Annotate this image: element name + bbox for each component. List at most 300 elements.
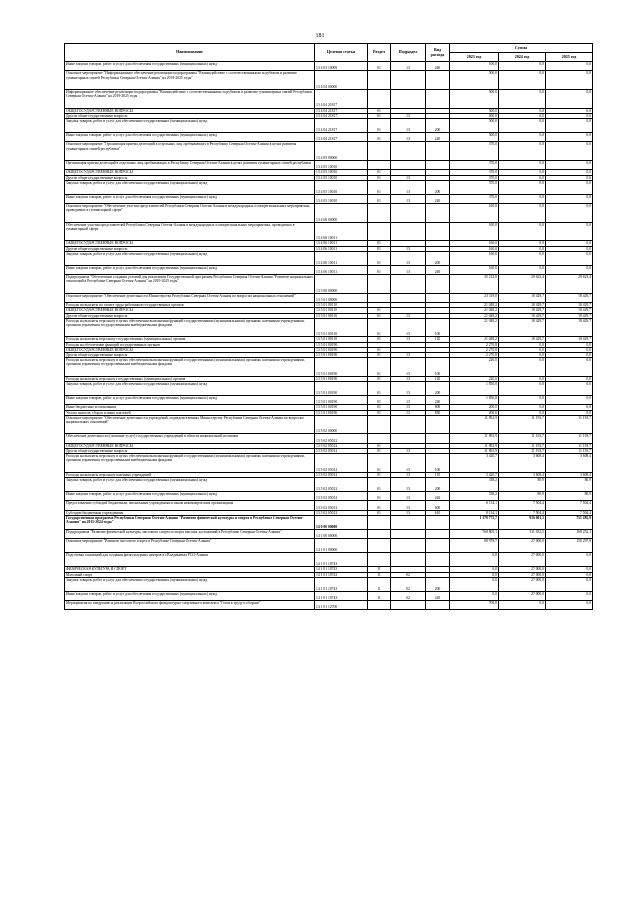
row-target-article: 13 5 01 00110 [315,303,368,308]
row-expense-type: 600 [426,501,450,510]
row-subsection: 13 [391,175,426,180]
row-target-article: 13 5 02 05012 [315,501,368,510]
row-sum-2023: 338,2 [450,491,499,500]
row-name: Подготовка оснований для создания физкультурных центров в г.Владикавказ РСО-Алания [65,553,315,567]
row-expense-type: 120 [426,337,450,342]
row-sum-2024: 0,0 [499,410,546,415]
row-name: Другие общегосударственные вопросы [65,246,315,251]
row-name: Основное мероприятие "Информационное обеспечение реализации подпрограммы "Взаимодействие с соотечественниками за рубежом и развитие гуманитарных связей Республики Северная Осетия-Алания" на 2019-2025 годы" [65,71,315,90]
row-name: Мероприятия по внедрению и реализации Всероссийского физкультурно-спортивного комплекса "Готов к труду и обороне" [65,601,315,610]
row-name: Основное мероприятие "Обеспечение деятельности учреждений, подведомственных Министерству Республики Северная Осетия-Алания по вопросам национальных отношений" [65,415,315,434]
row-name: ОБЩЕГОСУДАРСТВЕННЫЕ ВОПРОСЫ [65,108,315,113]
row-sum-2025: 11 193,7 [546,448,593,453]
row-sum-2023: 160,0 [450,251,499,265]
row-target-article: 13 4 05 10010 [315,160,368,169]
row-sum-2025: 0,0 [546,246,593,251]
row-target-article: 13 5 01 00190 [315,347,368,352]
row-section: 01 [368,395,391,404]
header-expense-type: Вид расхода [426,44,450,62]
table-row [65,275,593,294]
row-section: 11 [368,577,391,591]
row-section: 01 [368,337,391,342]
row-sum-2025: 0,0 [546,265,593,274]
row-sum-2024: 18 429,7 [499,293,546,302]
table-row [65,477,593,491]
row-sum-2024: 27 000,0 [499,591,546,600]
row-section: 01 [368,313,391,318]
row-name: Другие общегосударственные вопросы [65,313,315,318]
row-expense-type: 200 [426,251,450,265]
row-sum-2024: 11 193,7 [499,448,546,453]
row-expense-type: 240 [426,194,450,203]
row-sum-2024: 0,0 [499,601,546,610]
row-target-article: 14 1 01 12700 [315,601,368,610]
row-section: 01 [368,108,391,113]
row-sum-2025: 0,0 [546,62,593,71]
row-sum-2023: 21 048,2 [450,337,499,342]
row-sum-2023: 0,0 [450,567,499,572]
table-row [65,553,593,567]
row-subsection [391,71,426,90]
row-target-article: 13 5 01 00190 [315,352,368,357]
row-sum-2025: 18 429,7 [546,337,593,342]
row-sum-2024: 18 429,7 [499,313,546,318]
row-sum-2025: 0,0 [546,577,593,591]
row-expense-type: 100 [426,358,450,377]
row-sum-2024: 18 429,7 [499,318,546,337]
table-header [65,44,593,62]
table-row [65,415,593,434]
row-subsection: 13 [391,510,426,515]
row-sum-2023: 8 134,1 [450,510,499,515]
row-section: 01 [368,510,391,515]
row-sum-2023: 23 319,0 [450,293,499,302]
row-name: Основное мероприятие "Развитие массового спорта в Республике Северная Осетия-Алания" [65,539,315,553]
header-name: Наименование [65,44,315,62]
row-subsection: 13 [391,358,426,377]
row-sum-2023: 100,0 [450,62,499,71]
row-sum-2025: 0,0 [546,71,593,90]
row-sum-2023: 500,0 [450,118,499,132]
row-expense-type [426,71,450,90]
header-year-2023: 2023 год [450,53,499,62]
row-sum-2025: 0,0 [546,222,593,241]
row-target-article: 13 5 01 00000 [315,293,368,302]
row-target-article: 13 4 06 00000 [315,204,368,223]
row-section: 01 [368,246,391,251]
row-section [368,515,391,529]
table-row [65,529,593,538]
row-sum-2024: 0,0 [499,204,546,223]
row-target-article: 13 4 05 00000 [315,142,368,161]
row-section [368,601,391,610]
row-sum-2023: 11 892,9 [450,443,499,448]
header-year-2024: 2024 год [499,53,546,62]
row-name: Иные бюджетные ассигнования [65,405,315,410]
row-subsection: 13 [391,454,426,473]
row-sum-2023: 3 420,7 [450,472,499,477]
row-expense-type: 240 [426,265,450,274]
row-sum-2024: 0,0 [499,395,546,404]
row-sum-2025: 0,0 [546,381,593,395]
row-name: Закупка товаров, работ и услуг для обеспечения государственных (муниципальных) нужд [65,381,315,395]
row-sum-2024: 0,0 [499,342,546,347]
row-section: 11 [368,567,391,572]
row-sum-2023: 88 978,7 [450,539,499,553]
row-target-article: 14 1 01 10743 [315,577,368,591]
row-sum-2023: 220,0 [450,376,499,381]
row-name: Подпрограмма "Обеспечение создания условий для реализации Государственной программы Республики Северная Осетия-Алания "Развитие национальных отношений в Республике Северная Осетия-Алания" на 2019-2025 годы" [65,275,315,294]
row-subsection [391,142,426,161]
row-name: Расходы на выплаты персоналу казенных учреждений [65,472,315,477]
table-row [65,454,593,473]
row-sum-2025: 0,0 [546,160,593,169]
row-section [368,415,391,434]
table-row [65,222,593,241]
row-target-article: 13 5 02 00000 [315,415,368,434]
row-name: ОБЩЕГОСУДАРСТВЕННЫЕ ВОПРОСЫ [65,347,315,352]
row-sum-2025: 0,0 [546,553,593,567]
row-subsection: 13 [391,352,426,357]
row-sum-2024: 18 429,7 [499,303,546,308]
row-subsection [391,204,426,223]
row-sum-2025: 3 608,4 [546,472,593,477]
row-section: 01 [368,308,391,313]
row-target-article: 13 5 02 05012 [315,448,368,453]
row-name: Расходы на выплаты персоналу в целях обеспечения выполнения функций государственными (муниципальными) органами, казенными учреждениями, органами управления государственными внебюджетными фондами [65,318,315,337]
table-row [65,204,593,223]
row-subsection: 13 [391,472,426,477]
table-row [65,591,593,600]
row-expense-type [426,142,450,161]
row-sum-2023: 338,2 [450,477,499,491]
row-sum-2025: 11 193,7 [546,415,593,434]
row-subsection: 13 [391,194,426,203]
row-expense-type [426,89,450,108]
row-sum-2025: 0,0 [546,170,593,175]
row-sum-2023: 370,0 [450,160,499,169]
row-name: Массовый спорт [65,572,315,577]
budget-table [64,43,593,610]
row-section: 01 [368,376,391,381]
page-number: 181 [315,33,325,39]
row-sum-2024: 0,0 [499,381,546,395]
header-year-2025: 2025 год [546,53,593,62]
row-target-article: 13 5 02 05012 [315,477,368,491]
row-sum-2023: 2 270,8 [450,352,499,357]
row-name: ОБЩЕГОСУДАРСТВЕННЫЕ ВОПРОСЫ [65,170,315,175]
row-target-article: 13 5 02 05012 [315,491,368,500]
row-sum-2024: 0,0 [499,175,546,180]
row-sum-2023: 0,0 [450,591,499,600]
row-target-article: 13 5 02 05012 [315,454,368,473]
row-name: Основное мероприятие "Обеспечение участия представителей Республики Северная Осетия-Алания в международных и межрегиональных мероприятиях, проводимых в гуманитарной сфере" [65,204,315,223]
row-section: 01 [368,352,391,357]
row-expense-type [426,601,450,610]
row-section: 01 [368,477,391,491]
row-name: Расходы на обеспечение функций государственных органов [65,342,315,347]
row-name: ОБЩЕГОСУДАРСТВЕННЫЕ ВОПРОСЫ [65,443,315,448]
row-expense-type [426,415,450,434]
row-sum-2023: 11 892,9 [450,448,499,453]
row-expense-type: 100 [426,318,450,337]
row-section: 01 [368,347,391,352]
row-sum-2024: 916 601,1 [499,515,546,529]
row-section [368,142,391,161]
budget-table-container [64,43,592,610]
row-expense-type: 850 [426,410,450,415]
row-sum-2023: 500,0 [450,113,499,118]
row-subsection [391,293,426,302]
row-sum-2025: 0,0 [546,567,593,572]
table-row [65,491,593,500]
row-sum-2023: 370,0 [450,142,499,161]
header-subsection: Подраздел [391,44,426,62]
row-sum-2025: 0,0 [546,601,593,610]
row-subsection: 13 [391,491,426,500]
row-target-article: 13 4 06 10011 [315,265,368,274]
row-expense-type [426,204,450,223]
row-sum-2023: 220,0 [450,358,499,377]
row-expense-type [426,529,450,538]
row-subsection: 02 [391,577,426,591]
row-target-article: 13 5 01 00110 [315,318,368,337]
row-sum-2024: 7 504,4 [499,510,546,515]
row-sum-2023: 2 270,8 [450,342,499,347]
row-expense-type [426,293,450,302]
row-target-article: 14 1 01 10743 [315,567,368,572]
row-section [368,222,391,241]
row-section: 01 [368,381,391,395]
row-sum-2023: 160,0 [450,241,499,246]
row-name: Предоставление субсидий бюджетным, автономным учреждениям и иным некоммерческим организациям [65,501,315,510]
row-sum-2024: 0,0 [499,246,546,251]
row-expense-type: 200 [426,381,450,395]
row-sum-2025: 0,0 [546,108,593,113]
row-name: ОБЩЕГОСУДАРСТВЕННЫЕ ВОПРОСЫ [65,308,315,313]
row-name: Государственная программа Республики Северная Осетия-Алания "Развитие физической культуры и спорта в Республике Северная Осетия-Алания" на 2015-2024 годы" [65,515,315,529]
row-section: 01 [368,132,391,141]
row-sum-2025: 0,0 [546,410,593,415]
row-sum-2023: 370,0 [450,180,499,194]
row-expense-type [426,222,450,241]
row-target-article: 13 5 01 00110 [315,313,368,318]
row-sum-2024: 27 000,0 [499,539,546,553]
table-row [65,577,593,591]
row-subsection: 13 [391,395,426,404]
row-expense-type: 800 [426,405,450,410]
row-sum-2024: 3 608,4 [499,472,546,477]
row-sum-2024: 27 000,0 [499,567,546,572]
row-sum-2023: 35 212,0 [450,275,499,294]
row-target-article: 13 4 05 10010 [315,175,368,180]
row-target-article: 13 4 04 21817 [315,108,368,113]
row-sum-2024: 0,0 [499,265,546,274]
row-sum-2025: 3 608,4 [546,454,593,473]
row-name: Организация приема делегаций в отдельных лиц, пребывающих в Республику Северная Осетия-Алания в целях развития гуманитарных связей республики [65,160,315,169]
row-name: Обеспечение деятельности (оказание услуг) государственных учреждений в области национальной политики [65,434,315,443]
row-expense-type: 200 [426,477,450,491]
row-section: 01 [368,251,391,265]
row-section: 01 [368,410,391,415]
row-sum-2025: 18 429,7 [546,303,593,308]
row-sum-2025: 168 252,1 [546,529,593,538]
row-section: 01 [368,448,391,453]
table-body [65,62,593,610]
row-sum-2023: 1 378 775,7 [450,515,499,529]
row-subsection [391,160,426,169]
row-sum-2025: 0,0 [546,142,593,161]
row-expense-type [426,539,450,553]
row-expense-type: 100 [426,454,450,473]
table-row [65,251,593,265]
row-section: 11 [368,572,391,577]
row-expense-type: 200 [426,180,450,194]
row-sum-2025: 0,0 [546,204,593,223]
row-name: Иные закупки товаров, работ и услуг для обеспечения государственных (муниципальных) нужд [65,62,315,71]
row-sum-2023: 370,0 [450,175,499,180]
row-sum-2025: 0,0 [546,194,593,203]
row-section: 01 [368,491,391,500]
row-expense-type [426,553,450,567]
row-section: 01 [368,454,391,473]
row-sum-2024: 0,0 [499,180,546,194]
row-expense-type: 240 [426,591,450,600]
row-target-article: 13 5 02 05012 [315,472,368,477]
row-section [368,293,391,302]
row-sum-2023: 21 048,2 [450,318,499,337]
row-name: Расходы на выплаты персоналу государственных (муниципальных) органов [65,376,315,381]
row-target-article: 14 1 01 10743 [315,553,368,567]
row-target-article: 14 1 00 00000 [315,529,368,538]
row-sum-2023: 700,0 [450,601,499,610]
row-subsection [391,415,426,434]
row-sum-2025: 0,0 [546,241,593,246]
row-sum-2024: 0,0 [499,376,546,381]
row-sum-2023: 0,0 [450,553,499,567]
row-subsection: 13 [391,337,426,342]
row-sum-2023: 160,0 [450,265,499,274]
row-target-article: 13 5 02 05012 [315,434,368,443]
row-section [368,275,391,294]
row-sum-2025: 0,0 [546,132,593,141]
row-sum-2025: 0,0 [546,89,593,108]
row-target-article: 13 4 04 21817 [315,89,368,108]
row-expense-type [426,434,450,443]
table-row [65,434,593,443]
row-section: 01 [368,62,391,71]
row-subsection [391,515,426,529]
row-sum-2024: 0,0 [499,194,546,203]
row-sum-2024: 0,0 [499,118,546,132]
row-sum-2023: 370,0 [450,170,499,175]
row-name: Обеспечение участия представителей Республики Северная Осетия-Алания в международных и межрегиональных мероприятиях, проводимых в гуманитарной сфере [65,222,315,241]
row-sum-2024: 0,0 [499,241,546,246]
row-sum-2024: 11 193,7 [499,434,546,443]
row-name: Расходы на выплаты персоналу в целях обеспечения выполнения функций государственными (муниципальными) органами, казенными учреждениями, органами управления государственными внебюджетными фондами [65,358,315,377]
row-expense-type [426,515,450,529]
row-sum-2023: 200,0 [450,410,499,415]
table-row [65,194,593,203]
row-sum-2024: 311 032,5 [499,529,546,538]
row-expense-type: 200 [426,577,450,591]
row-subsection: 13 [391,313,426,318]
row-sum-2025: 18 429,7 [546,318,593,337]
table-row [65,318,593,337]
row-section: 01 [368,194,391,203]
row-name: Иные закупки товаров, работ и услуг для обеспечения государственных (муниципальных) нужд [65,194,315,203]
row-sum-2024: 27 000,0 [499,572,546,577]
row-sum-2025: 0,0 [546,591,593,600]
row-sum-2025: 80,9 [546,477,593,491]
row-subsection: 13 [391,251,426,265]
table-row [65,395,593,404]
row-name: Расходы на выплаты персоналу государственных (муниципальных) органов [65,337,315,342]
table-row [65,265,593,274]
row-name: Закупка товаров, работ и услуг для обеспечения государственных (муниципальных) нужд [65,251,315,265]
row-expense-type: 610 [426,510,450,515]
row-sum-2024: 0,0 [499,62,546,71]
table-row [65,381,593,395]
row-sum-2025: 751 285,9 [546,515,593,529]
row-subsection: 13 [391,405,426,410]
row-target-article: 13 5 02 05012 [315,510,368,515]
row-sum-2025: 0,0 [546,376,593,381]
row-subsection: 02 [391,591,426,600]
table-row [65,62,593,71]
row-subsection: 13 [391,62,426,71]
row-sum-2025: 18 429,7 [546,293,593,302]
row-sum-2025: 0,0 [546,342,593,347]
row-sum-2025: 0,0 [546,113,593,118]
row-subsection [391,553,426,567]
row-name: Закупка товаров, работ и услуг для обеспечения государственных (муниципальных) нужд [65,477,315,491]
row-sum-2023: 1 850,8 [450,381,499,395]
row-name: Иные закупки товаров, работ и услуг для обеспечения государственных (муниципальных) нужд [65,132,315,141]
row-section: 01 [368,405,391,410]
row-section: 01 [368,318,391,337]
row-target-article: 14 0 00 00000 [315,515,368,529]
row-target-article: 13 5 01 00190 [315,381,368,395]
row-name: Закупка товаров, работ и услуг для обеспечения государственных (муниципальных) нужд [65,577,315,591]
row-subsection: 13 [391,381,426,395]
row-subsection: 02 [391,572,426,577]
row-subsection: 13 [391,501,426,510]
row-sum-2024: 0,0 [499,89,546,108]
table-row [65,539,593,553]
row-section [368,529,391,538]
row-subsection: 13 [391,410,426,415]
row-subsection [391,539,426,553]
row-target-article: 13 4 03 10009 [315,62,368,71]
row-section [368,434,391,443]
row-target-article: 14 1 01 10743 [315,591,368,600]
table-row [65,89,593,108]
row-target-article: 13 4 05 10010 [315,180,368,194]
row-sum-2023: 3 420,7 [450,454,499,473]
row-sum-2023: 500,0 [450,89,499,108]
row-sum-2024: 11 193,7 [499,443,546,448]
row-target-article: 13 5 01 00190 [315,358,368,377]
row-section [368,89,391,108]
row-subsection [391,275,426,294]
row-sum-2023: 768 805,1 [450,529,499,538]
row-section: 01 [368,180,391,194]
row-sum-2025: 0,0 [546,118,593,132]
row-section: 01 [368,118,391,132]
row-name: Уплата налогов, сборов и иных платежей [65,410,315,415]
row-name: Закупка товаров, работ и услуг для обеспечения государственных (муниципальных) нужд [65,180,315,194]
